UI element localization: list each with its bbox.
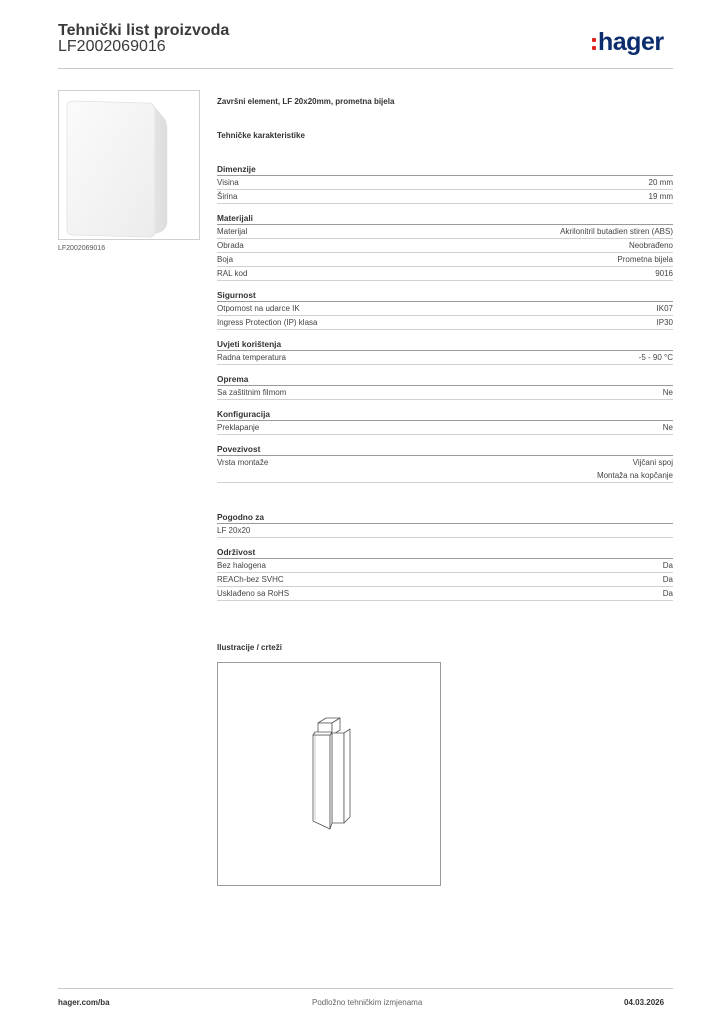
spec-value bbox=[663, 559, 673, 572]
spec-section bbox=[217, 373, 673, 400]
spec-section-title: Materijali bbox=[217, 212, 673, 225]
spec-row bbox=[217, 573, 673, 587]
spec-row bbox=[217, 253, 673, 267]
spec-section-title: Konfiguracija bbox=[217, 408, 673, 421]
spec-section-title: Oprema bbox=[217, 373, 673, 386]
spec-label: Obrada bbox=[217, 241, 244, 250]
spec-value-line: Montaža na kopčanje bbox=[596, 471, 673, 480]
spec-value bbox=[663, 421, 673, 434]
document-title: Tehnički list proizvoda bbox=[58, 22, 230, 39]
spec-row bbox=[217, 559, 673, 573]
end-cap-drawing bbox=[218, 663, 440, 885]
spec-label: Usklađeno sa RoHS bbox=[217, 589, 290, 598]
spec-value bbox=[639, 351, 673, 364]
illustrations-title: Ilustracije / crteži bbox=[217, 643, 282, 652]
logo-text: hager bbox=[598, 28, 664, 56]
spec-value bbox=[649, 190, 673, 203]
spec-section-title: Uvjeti korištenja bbox=[217, 338, 673, 351]
product-code: LF2002069016 bbox=[58, 38, 166, 55]
spec-label: Vrsta montaže bbox=[217, 458, 269, 467]
spec-row bbox=[217, 239, 673, 253]
tech-characteristics-heading: Tehničke karakteristike bbox=[217, 131, 305, 140]
spec-label: RAL kod bbox=[217, 269, 248, 278]
spec-label: Preklapanje bbox=[217, 423, 260, 432]
spec-value-line: Akrilonitril butadien stiren (ABS) bbox=[560, 227, 673, 236]
product-image bbox=[58, 90, 200, 240]
spec-value-line: Prometna bijela bbox=[617, 255, 673, 264]
spec-label: Bez halogena bbox=[217, 561, 266, 570]
spec-label: Materijal bbox=[217, 227, 248, 236]
spec-value bbox=[663, 573, 673, 586]
spec-section-title: Povezivost bbox=[217, 443, 673, 456]
spec-value bbox=[655, 267, 673, 280]
spec-row bbox=[217, 386, 673, 400]
spec-value-line: Ne bbox=[662, 388, 673, 397]
spec-section bbox=[217, 443, 673, 483]
spec-value bbox=[663, 386, 673, 399]
spec-value bbox=[560, 225, 673, 238]
header-divider bbox=[58, 68, 673, 69]
spec-label: Visina bbox=[217, 178, 239, 187]
hager-logo bbox=[592, 28, 664, 57]
spec-label: Radna temperatura bbox=[217, 353, 286, 362]
spec-value-line: Vijčani spoj bbox=[632, 458, 673, 467]
spec-value-line: Da bbox=[662, 589, 673, 598]
spec-section bbox=[217, 408, 673, 435]
spec-section bbox=[217, 212, 673, 281]
spec-value bbox=[649, 176, 673, 189]
spec-value-line: Da bbox=[662, 575, 673, 584]
spec-row bbox=[217, 351, 673, 365]
spec-row bbox=[217, 456, 673, 483]
spec-value-line: Da bbox=[662, 561, 673, 570]
spec-section bbox=[217, 163, 673, 204]
spec-row bbox=[217, 587, 673, 601]
spec-value-line: 19 mm bbox=[648, 192, 673, 201]
spec-row bbox=[217, 524, 673, 538]
spec-label: REACh-bez SVHC bbox=[217, 575, 284, 584]
spec-row bbox=[217, 267, 673, 281]
spec-section-title: Pogodno za bbox=[217, 511, 673, 524]
footer-notice: Podložno tehničkim izmjenama bbox=[312, 998, 423, 1007]
spec-row bbox=[217, 176, 673, 190]
spec-value bbox=[663, 587, 673, 600]
spec-value-line: IK07 bbox=[656, 304, 673, 313]
spec-value-line: -5 - 90 °C bbox=[638, 353, 673, 362]
image-caption: LF2002069016 bbox=[58, 245, 106, 252]
spec-section-title: Sigurnost bbox=[217, 289, 673, 302]
illustration-frame bbox=[217, 662, 441, 886]
spec-value-line: Neobrađeno bbox=[628, 241, 673, 250]
spec-value bbox=[597, 456, 673, 482]
footer-date: 04.03.2026 bbox=[624, 998, 665, 1007]
spec-value bbox=[657, 316, 673, 329]
spec-label: Ingress Protection (IP) klasa bbox=[217, 318, 318, 327]
logo-colon-mark bbox=[592, 35, 596, 51]
spec-row bbox=[217, 421, 673, 435]
spec-label: Širina bbox=[217, 192, 238, 201]
spec-sections bbox=[217, 155, 673, 601]
spec-value-line: 9016 bbox=[655, 269, 673, 278]
spec-row bbox=[217, 316, 673, 330]
footer-divider bbox=[58, 988, 673, 989]
spec-value-line: 20 mm bbox=[648, 178, 673, 187]
spec-row bbox=[217, 225, 673, 239]
spec-value bbox=[617, 253, 673, 266]
spec-label: Boja bbox=[217, 255, 234, 264]
footer-website: hager.com/ba bbox=[58, 998, 110, 1007]
spec-row bbox=[217, 302, 673, 316]
spec-value bbox=[657, 302, 673, 315]
spec-value-line: IP30 bbox=[656, 318, 673, 327]
spec-row bbox=[217, 190, 673, 204]
spec-section-title: Održivost bbox=[217, 546, 673, 559]
spec-section bbox=[217, 511, 673, 538]
product-name: Završni element, LF 20x20mm, prometna bijela bbox=[217, 97, 395, 106]
spec-section-title: Dimenzije bbox=[217, 163, 673, 176]
spec-value bbox=[629, 239, 673, 252]
spec-label: LF 20x20 bbox=[217, 526, 251, 535]
end-cap-photo bbox=[59, 91, 199, 239]
spec-value-line: Ne bbox=[662, 423, 673, 432]
spec-label: Sa zaštitnim filmom bbox=[217, 388, 287, 397]
spec-label: Otpornost na udarce IK bbox=[217, 304, 300, 313]
spec-section bbox=[217, 289, 673, 330]
spec-section bbox=[217, 338, 673, 365]
spec-section bbox=[217, 546, 673, 601]
